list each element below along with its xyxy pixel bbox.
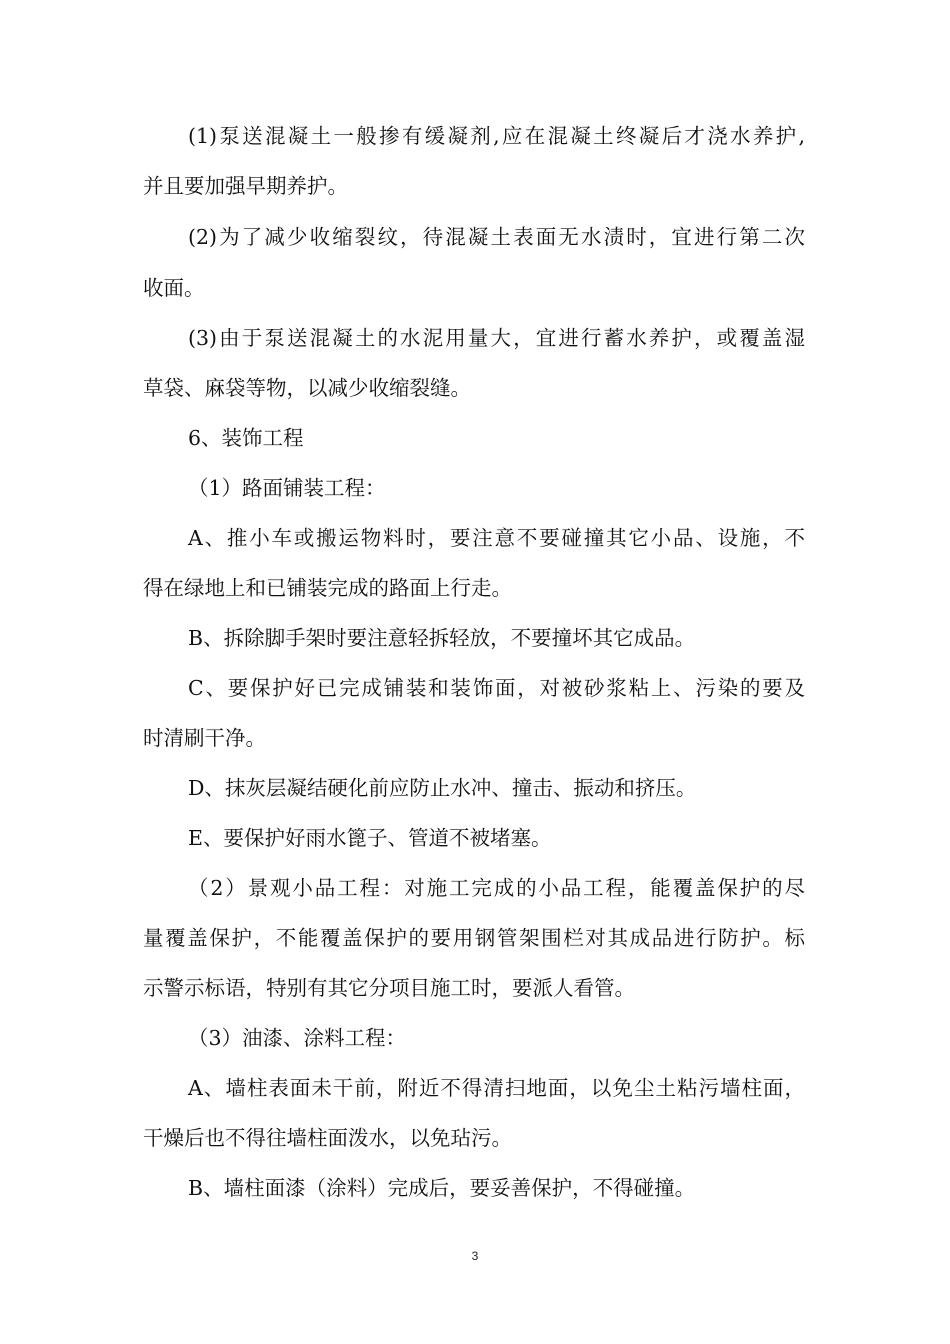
section-heading [0, 418, 950, 458]
line-text: 量覆盖保护，不能覆盖保护的要用钢管架围栏对其成品进行防护。标 [143, 926, 805, 950]
line-text: 草袋、麻袋等物，以减少收缩裂缝。 [143, 376, 471, 400]
text-line [0, 918, 950, 958]
text-line [0, 217, 950, 257]
line-text: C、要保护好已完成铺装和装饰面，对被砂浆粘上、污染的要及 [188, 676, 805, 700]
line-text: 得在绿地上和已铺装完成的路面上行走。 [143, 576, 512, 600]
line-text: B、墙柱面漆（涂料）完成后，要妥善保护，不得碰撞。 [188, 1176, 696, 1200]
text-line [0, 868, 950, 908]
text-line [0, 568, 950, 608]
text-line [0, 518, 950, 558]
line-text: (3)由于泵送混凝土的水泥用量大，宜进行蓄水养护，或覆盖湿 [188, 326, 805, 350]
text-line [0, 318, 950, 358]
text-line [0, 1168, 950, 1208]
line-text: （1）路面铺装工程： [188, 476, 386, 500]
line-text: 示警示标语，特别有其它分项目施工时，要派人看管。 [143, 976, 635, 1000]
line-text: 并且要加强早期养护。 [143, 174, 348, 198]
text-line [0, 718, 950, 758]
line-text: 时清刷干净。 [143, 726, 266, 750]
line-text: 6、装饰工程 [188, 426, 304, 450]
text-line [0, 668, 950, 708]
text-line [0, 818, 950, 858]
line-text: B、拆除脚手架时要注意轻拆轻放，不要撞坏其它成品。 [188, 626, 696, 650]
line-text: A、墙柱表面未干前，附近不得清扫地面，以免尘土粘污墙柱面， [188, 1076, 805, 1100]
line-text: （2）景观小品工程：对施工完成的小品工程，能覆盖保护的尽 [188, 876, 805, 900]
text-line [0, 268, 950, 308]
line-text: E、要保护好雨水篦子、管道不被堵塞。 [188, 826, 552, 850]
line-text: （3）油漆、涂料工程： [188, 1026, 407, 1050]
text-line [0, 1068, 950, 1108]
line-text: (1)泵送混凝土一般掺有缓凝剂,应在混凝土终凝后才浇水养护, [188, 124, 805, 148]
text-line [0, 968, 950, 1008]
line-text: 干燥后也不得往墙柱面泼水，以免玷污。 [143, 1126, 512, 1150]
text-line [0, 166, 950, 206]
subsection-heading [0, 1018, 950, 1058]
text-line [0, 768, 950, 808]
line-text: D、抹灰层凝结硬化前应防止水冲、撞击、振动和挤压。 [188, 776, 697, 800]
text-line [0, 368, 950, 408]
text-line [0, 116, 950, 156]
line-text: A、推小车或搬运物料时，要注意不要碰撞其它小品、设施，不 [188, 526, 805, 550]
page-number: 3 [471, 1249, 479, 1263]
line-text: 收面。 [143, 276, 205, 300]
line-text: (2)为了减少收缩裂纹，待混凝土表面无水渍时，宜进行第二次 [188, 225, 805, 249]
text-line [0, 1118, 950, 1158]
text-line [0, 618, 950, 658]
subsection-heading [0, 468, 950, 508]
